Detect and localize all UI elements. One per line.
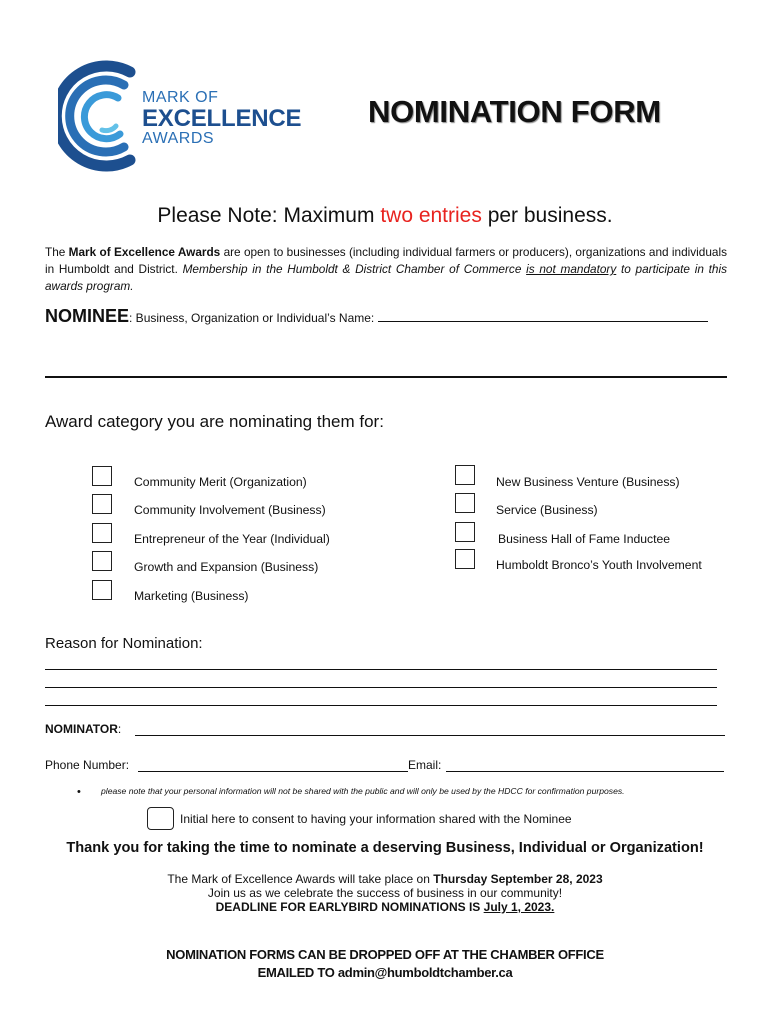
event-date: Thursday September 28, 2023 bbox=[433, 872, 603, 886]
deadline-label: DEADLINE FOR EARLYBIRD NOMINATIONS IS bbox=[215, 900, 484, 914]
note-highlight: two entries bbox=[380, 204, 482, 227]
logo-line-mark-of: MARK OF bbox=[142, 89, 219, 106]
checkbox-service[interactable] bbox=[455, 493, 475, 513]
checkbox-entrepreneur-of-the-year[interactable] bbox=[92, 523, 112, 543]
nominator-colon: : bbox=[117, 722, 122, 736]
note-prefix: Please Note: Maximum bbox=[157, 204, 381, 227]
page-title: NOMINATION FORM bbox=[368, 94, 661, 129]
category-label: Humboldt Bronco’s Youth Involvement bbox=[496, 558, 702, 572]
note-suffix: per business. bbox=[481, 204, 613, 227]
category-label: Community Involvement (Business) bbox=[134, 503, 326, 517]
checkbox-new-business-venture[interactable] bbox=[455, 465, 475, 485]
intro-paragraph bbox=[45, 244, 727, 295]
checkbox-community-merit[interactable] bbox=[92, 466, 112, 486]
phone-field[interactable] bbox=[138, 771, 408, 772]
reason-line[interactable] bbox=[45, 705, 717, 706]
intro-membership-text: Membership in the Humboldt & District Chamber of Commerce bbox=[182, 262, 527, 276]
email-field[interactable] bbox=[446, 771, 724, 772]
checkbox-marketing[interactable] bbox=[92, 580, 112, 600]
nominator-label bbox=[45, 722, 121, 736]
event-info bbox=[0, 872, 770, 914]
nominee-field-label: : Business, Organization or Individual’s Name: bbox=[129, 311, 378, 325]
deadline-date: July 1, 2023. bbox=[483, 900, 555, 914]
category-heading: Award category you are nominating them for: bbox=[45, 412, 384, 431]
reason-line[interactable] bbox=[45, 669, 717, 670]
nominee-row bbox=[45, 306, 725, 327]
event-intro: The Mark of Excellence Awards will take place on bbox=[167, 872, 434, 886]
logo-line-awards: AWARDS bbox=[142, 130, 215, 147]
intro-not-mandatory: is not mandatory bbox=[526, 262, 617, 276]
consent-text: Initial here to consent to having your information shared with the Nominee bbox=[180, 812, 572, 826]
phone-label: Phone Number: bbox=[45, 758, 130, 772]
dropoff-line-1: NOMINATION FORMS CAN BE DROPPED OFF AT THE CHAMBER OFFICE bbox=[166, 947, 604, 962]
category-label: Marketing (Business) bbox=[134, 589, 249, 603]
nominator-field[interactable] bbox=[135, 735, 725, 736]
thank-you-message: Thank you for taking the time to nominate a deserving Business, Individual or Organization! bbox=[66, 840, 704, 856]
note-heading bbox=[0, 204, 770, 228]
logo-wordmark bbox=[142, 90, 301, 147]
checkbox-community-involvement[interactable] bbox=[92, 494, 112, 514]
intro-awards-name: Mark of Excellence Awards bbox=[68, 245, 221, 259]
checkbox-growth-and-expansion[interactable] bbox=[92, 551, 112, 571]
checkbox-business-hall-of-fame[interactable] bbox=[455, 522, 475, 542]
logo-line-excellence: EXCELLENCE bbox=[142, 105, 302, 132]
category-label: Growth and Expansion (Business) bbox=[134, 560, 319, 574]
intro-text-2: are open to businesses (including individual farmers or producers), organizations and individuals in Humboldt and District. bbox=[45, 245, 727, 276]
category-label: Business Hall of Fame Inductee bbox=[498, 532, 671, 546]
event-line-1 bbox=[0, 872, 770, 886]
nominee-name-line[interactable] bbox=[45, 376, 727, 378]
event-line-3 bbox=[0, 900, 770, 914]
privacy-note: please note that your personal information will not be shared with the public and will only be used by the HDCC for confirmation purposes. bbox=[101, 786, 625, 796]
nominee-label: NOMINEE bbox=[45, 306, 130, 326]
category-label: Community Merit (Organization) bbox=[134, 475, 307, 489]
category-label: New Business Venture (Business) bbox=[496, 475, 680, 489]
email-label: Email: bbox=[408, 758, 442, 772]
bullet-icon: • bbox=[77, 786, 81, 798]
reason-line[interactable] bbox=[45, 687, 717, 688]
intro-text-1: The bbox=[45, 245, 69, 259]
nominator-label-text: NOMINATOR bbox=[45, 722, 118, 736]
checkbox-youth-involvement[interactable] bbox=[455, 549, 475, 569]
category-label: Service (Business) bbox=[496, 503, 598, 517]
dropoff-line-2: EMAILED TO admin@humboldtchamber.ca bbox=[257, 965, 513, 980]
event-line-2: Join us as we celebrate the success of business in our community! bbox=[207, 886, 563, 900]
intro-text-3: to participate in this awards program. bbox=[45, 262, 727, 293]
dropoff-instructions bbox=[0, 946, 770, 982]
reason-heading: Reason for Nomination: bbox=[45, 635, 203, 652]
category-label: Entrepreneur of the Year (Individual) bbox=[134, 532, 330, 546]
consent-initial-box[interactable] bbox=[147, 807, 174, 830]
nominee-name-field[interactable] bbox=[378, 309, 708, 322]
